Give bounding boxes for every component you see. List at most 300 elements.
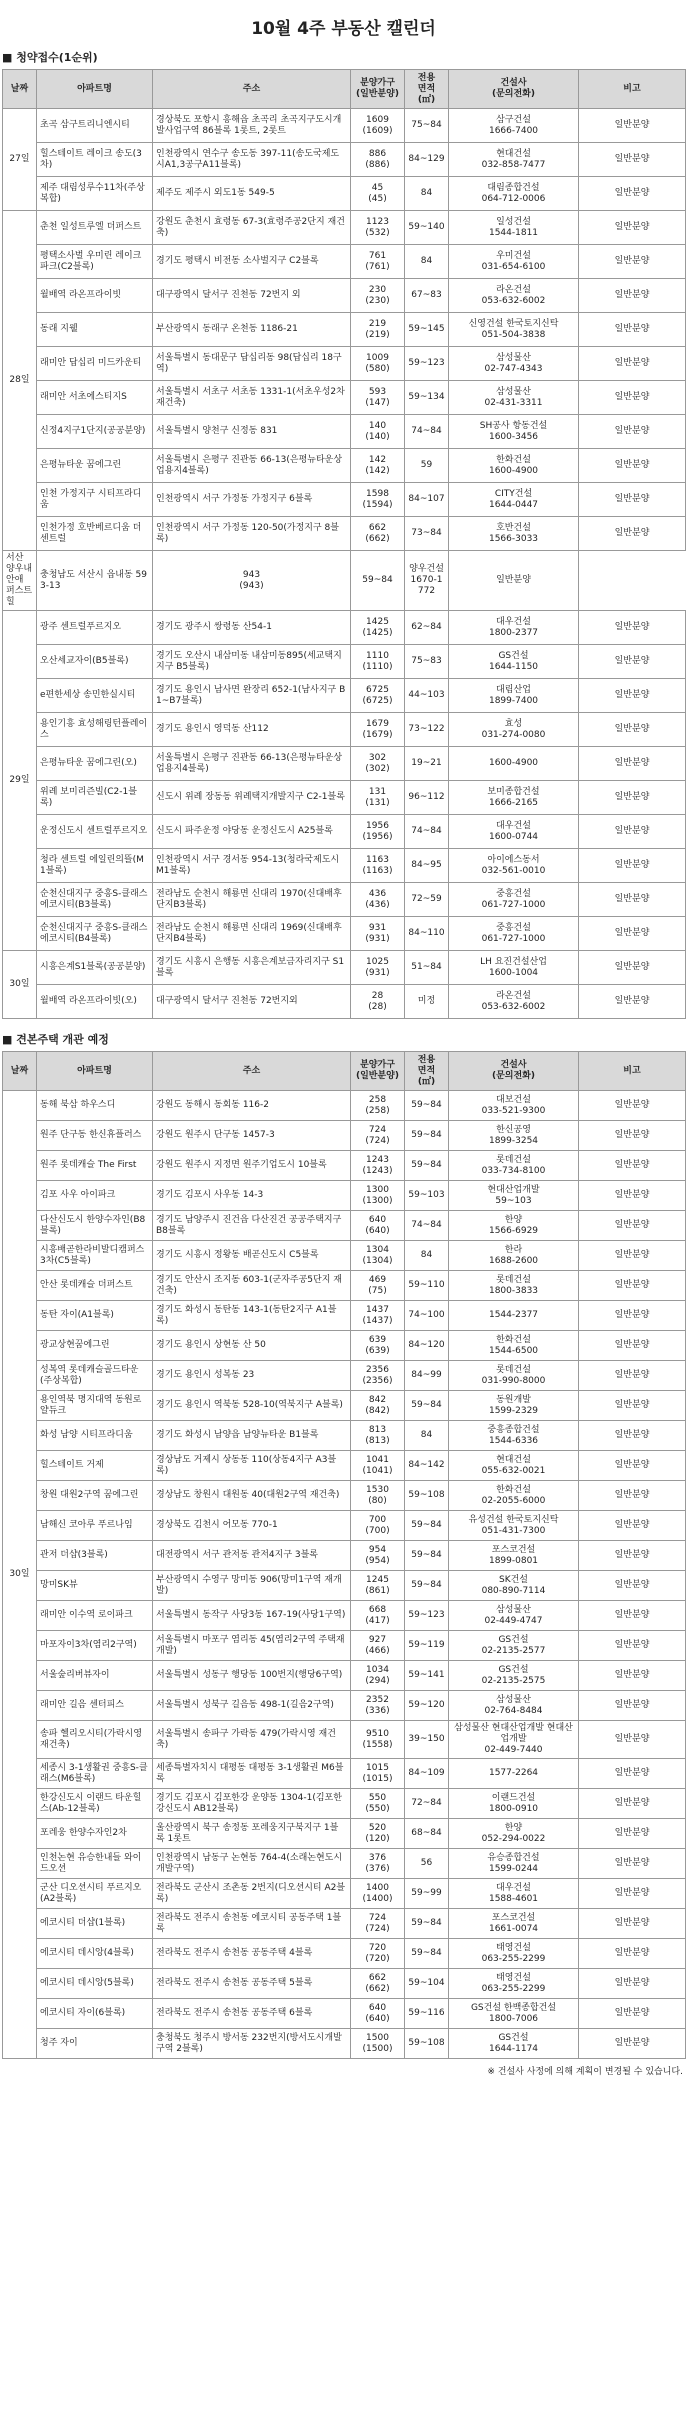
table-row — [3, 1691, 686, 1721]
table-row — [3, 679, 686, 713]
floor-area: 59~84 — [405, 1909, 449, 1939]
table-row — [3, 415, 686, 449]
floor-area: 59~84 — [405, 1391, 449, 1421]
remark: 일반분양 — [579, 1939, 686, 1969]
table-row — [3, 1721, 686, 1759]
apartment-name: 동래 지웰 — [37, 313, 153, 347]
builder-contact: 대보건설 033-521-9300 — [449, 1091, 579, 1121]
builder-contact: 중흥건설 061-727-1000 — [449, 883, 579, 917]
table-row — [3, 1541, 686, 1571]
builder-contact: 한양 1566-6929 — [449, 1211, 579, 1241]
unit-count: 45 (45) — [351, 177, 405, 211]
floor-area: 84 — [405, 1421, 449, 1451]
unit-count: 639 (639) — [351, 1331, 405, 1361]
table-row — [3, 381, 686, 415]
table-row — [3, 645, 686, 679]
remark: 일반분양 — [579, 1571, 686, 1601]
address: 강원도 원주시 단구동 1457-3 — [153, 1121, 351, 1151]
table-row — [3, 483, 686, 517]
address: 경기도 용인시 영덕동 산112 — [153, 713, 351, 747]
unit-count: 593 (147) — [351, 381, 405, 415]
apartment-name: 안산 롯데캐슬 더퍼스트 — [37, 1271, 153, 1301]
unit-count: 813 (813) — [351, 1421, 405, 1451]
address: 서울특별시 양천구 신정동 831 — [153, 415, 351, 449]
floor-area: 59~123 — [405, 347, 449, 381]
address: 경상북도 포항시 흥해읍 초곡리 초곡지구도시개발사업구역 86블록 1롯트, 2롯트 — [153, 109, 351, 143]
apartment-name: 래미안 서초에스티지S — [37, 381, 153, 415]
apartment-name: 마포자이3차(염리2구역) — [37, 1631, 153, 1661]
table-row — [3, 1879, 686, 1909]
table-row — [3, 1211, 686, 1241]
remark: 일반분양 — [579, 645, 686, 679]
table-row — [3, 1361, 686, 1391]
remark: 일반분양 — [579, 1181, 686, 1211]
remark: 일반분양 — [579, 747, 686, 781]
unit-count: 550 (550) — [351, 1789, 405, 1819]
table-row — [3, 985, 686, 1019]
floor-area: 미정 — [405, 985, 449, 1019]
builder-contact: 한양 052-294-0022 — [449, 1819, 579, 1849]
apartment-name: 오산세교자이(B5블록) — [37, 645, 153, 679]
apartment-name: 군산 디오션시티 푸르지오(A2블록) — [37, 1879, 153, 1909]
unit-count: 1598 (1594) — [351, 483, 405, 517]
table-row — [3, 1421, 686, 1451]
remark: 일반분양 — [579, 1121, 686, 1151]
address: 인천광역시 서구 경서동 954-13(청라국제도시 M1블록) — [153, 849, 351, 883]
builder-contact: 아이에스동서 032-561-0010 — [449, 849, 579, 883]
remark: 일반분양 — [579, 917, 686, 951]
address: 대전광역시 서구 관저동 관저4지구 3블록 — [153, 1541, 351, 1571]
unit-count: 1500 (1500) — [351, 2029, 405, 2059]
column-header: 건설사 (문의전화) — [449, 1052, 579, 1091]
apartment-name: 창원 대원2구역 꿈에그린 — [37, 1481, 153, 1511]
apartment-name: 용인역북 명지대역 동원로얄듀크 — [37, 1391, 153, 1421]
builder-contact: 태영건설 063-255-2299 — [449, 1969, 579, 1999]
builder-contact: GS건설 02-2135-2577 — [449, 1631, 579, 1661]
address: 서울특별시 성북구 길음동 498-1(길음2구역) — [153, 1691, 351, 1721]
builder-contact: 한화건설 1544-6500 — [449, 1331, 579, 1361]
table-row — [3, 1451, 686, 1481]
remark: 일반분양 — [579, 1879, 686, 1909]
address: 전라북도 전주시 송천동 에코시티 공동주택 1블록 — [153, 1909, 351, 1939]
remark: 일반분양 — [579, 1301, 686, 1331]
unit-count: 2352 (336) — [351, 1691, 405, 1721]
builder-contact: CITY건설 1644-0447 — [449, 483, 579, 517]
apartment-name: 서울숲리버뷰자이 — [37, 1661, 153, 1691]
table-row — [3, 1909, 686, 1939]
apartment-name: 원주 롯데캐슬 The First — [37, 1151, 153, 1181]
apartment-name: 세종시 3-1생활권 중흥S-클래스(M6블록) — [37, 1759, 153, 1789]
remark: 일반분양 — [579, 1789, 686, 1819]
apartment-name: 동탄 자이(A1블록) — [37, 1301, 153, 1331]
floor-area: 59~84 — [351, 551, 405, 611]
table-row — [3, 713, 686, 747]
apartment-name: 래미안 이수역 로이파크 — [37, 1601, 153, 1631]
unit-count: 662 (662) — [351, 517, 405, 551]
model-house-table — [2, 1051, 686, 2059]
table-row — [3, 1759, 686, 1789]
builder-contact: 중흥건설 061-727-1000 — [449, 917, 579, 951]
floor-area: 59~141 — [405, 1661, 449, 1691]
builder-contact: GS건설 한백종합건설 1800-7006 — [449, 1999, 579, 2029]
section-subscription-heading: ■ 청약접수(1순위) — [2, 51, 98, 64]
table-row — [3, 1601, 686, 1631]
unit-count: 1425 (1425) — [351, 611, 405, 645]
address: 충청남도 서산시 읍내동 593-13 — [37, 551, 153, 611]
builder-contact: SK건설 080-890-7114 — [449, 1571, 579, 1601]
table-row — [3, 143, 686, 177]
builder-contact: SH공사 항동건설 1600-3456 — [449, 415, 579, 449]
unit-count: 9510 (1558) — [351, 1721, 405, 1759]
floor-area: 59~123 — [405, 1601, 449, 1631]
table-row — [3, 747, 686, 781]
apartment-name: 인천논현 유승한내들 와이드오션 — [37, 1849, 153, 1879]
table-row — [3, 1181, 686, 1211]
floor-area: 59~103 — [405, 1181, 449, 1211]
apartment-name: 송파 헬리오시티(가락시영재건축) — [37, 1721, 153, 1759]
footnote: ※ 건설사 사정에 의해 계획이 변경될 수 있습니다. — [487, 2067, 683, 2077]
table-row — [3, 211, 686, 245]
builder-contact: 한화건설 02-2055-6000 — [449, 1481, 579, 1511]
builder-contact: 한신공영 1899-3254 — [449, 1121, 579, 1151]
floor-area: 68~84 — [405, 1819, 449, 1849]
address: 서울특별시 성동구 행당동 100번지(행당6구역) — [153, 1661, 351, 1691]
address: 경기도 용인시 성복동 23 — [153, 1361, 351, 1391]
floor-area: 72~84 — [405, 1789, 449, 1819]
address: 신도시 위례 장동동 위례택지개발지구 C2-1블록 — [153, 781, 351, 815]
page-title: 10월 4주 부동산 캘린더 — [251, 19, 436, 39]
unit-count: 927 (466) — [351, 1631, 405, 1661]
address: 강원도 원주시 지정면 원주기업도시 10블록 — [153, 1151, 351, 1181]
floor-area: 59~84 — [405, 1151, 449, 1181]
floor-area: 59~119 — [405, 1631, 449, 1661]
unit-count: 720 (720) — [351, 1939, 405, 1969]
remark: 일반분양 — [579, 1721, 686, 1759]
floor-area: 84 — [405, 1241, 449, 1271]
unit-count: 931 (931) — [351, 917, 405, 951]
apartment-name: 제주 대림성루수11차(주상복합) — [37, 177, 153, 211]
date-cell: 27일 — [3, 109, 37, 211]
unit-count: 1110 (1110) — [351, 645, 405, 679]
remark: 일반분양 — [579, 985, 686, 1019]
floor-area: 84~99 — [405, 1361, 449, 1391]
address: 서울특별시 송파구 가락동 479(가락시영 재건축) — [153, 1721, 351, 1759]
address: 전라북도 전주시 송천동 공동주택 5블록 — [153, 1969, 351, 1999]
unit-count: 1041 (1041) — [351, 1451, 405, 1481]
floor-area: 75~84 — [405, 109, 449, 143]
unit-count: 954 (954) — [351, 1541, 405, 1571]
apartment-name: 원주 단구동 한신휴플러스 — [37, 1121, 153, 1151]
builder-contact: 삼구건설 1666-7400 — [449, 109, 579, 143]
apartment-name: 운정신도시 센트럴푸르지오 — [37, 815, 153, 849]
builder-contact: 태영건설 063-255-2299 — [449, 1939, 579, 1969]
apartment-name: 에코시티 데시앙(5블록) — [37, 1969, 153, 1999]
table-row — [3, 313, 686, 347]
apartment-name: 관저 더샵(3블록) — [37, 1541, 153, 1571]
apartment-name: 평택소사벌 우미린 레이크파크(C2블록) — [37, 245, 153, 279]
remark: 일반분양 — [579, 951, 686, 985]
floor-area: 74~84 — [405, 415, 449, 449]
floor-area: 84~129 — [405, 143, 449, 177]
table-header-row — [3, 70, 686, 109]
table-row — [3, 517, 686, 551]
remark: 일반분양 — [579, 449, 686, 483]
address: 경상북도 김천시 어모동 770-1 — [153, 1511, 351, 1541]
address: 대구광역시 달서구 진천동 72번지외 — [153, 985, 351, 1019]
floor-area: 59 — [405, 449, 449, 483]
column-header: 건설사 (문의전화) — [449, 70, 579, 109]
section-model-house-heading: ■ 견본주택 개관 예정 — [2, 1033, 109, 1046]
remark: 일반분양 — [579, 1691, 686, 1721]
remark: 일반분양 — [579, 347, 686, 381]
apartment-name: 순천신대지구 중흥S-클래스에코시티(B4블록) — [37, 917, 153, 951]
table-row — [3, 245, 686, 279]
table-row — [3, 109, 686, 143]
table-row — [3, 449, 686, 483]
unit-count: 1025 (931) — [351, 951, 405, 985]
floor-area: 75~83 — [405, 645, 449, 679]
floor-area: 59~84 — [405, 1091, 449, 1121]
unit-count: 258 (258) — [351, 1091, 405, 1121]
unit-count: 1163 (1163) — [351, 849, 405, 883]
unit-count: 131 (131) — [351, 781, 405, 815]
floor-area: 59~84 — [405, 1121, 449, 1151]
unit-count: 1123 (532) — [351, 211, 405, 245]
unit-count: 700 (700) — [351, 1511, 405, 1541]
apartment-name: 순천신대지구 중흥S-클래스에코시티(B3블록) — [37, 883, 153, 917]
address: 전라북도 전주시 송천동 공동주택 4블록 — [153, 1939, 351, 1969]
floor-area: 59~84 — [405, 1541, 449, 1571]
remark: 일반분양 — [579, 611, 686, 645]
unit-count: 662 (662) — [351, 1969, 405, 1999]
floor-area: 51~84 — [405, 951, 449, 985]
table-row — [3, 1511, 686, 1541]
column-header: 주소 — [153, 70, 351, 109]
apartment-name: 광주 센트럴푸르지오 — [37, 611, 153, 645]
address: 경기도 용인시 상현동 산 50 — [153, 1331, 351, 1361]
apartment-name: 남해신 코아루 푸르나임 — [37, 1511, 153, 1541]
remark: 일반분양 — [579, 517, 686, 551]
table-row — [3, 1571, 686, 1601]
apartment-name: 시흥배곧한라비발디캠퍼스3차(C5블록) — [37, 1241, 153, 1271]
remark: 일반분양 — [579, 109, 686, 143]
address: 경기도 용인시 남사면 완장리 652-1(남사지구 B1~B7블록) — [153, 679, 351, 713]
apartment-name: 월배역 라온프라이빗(오) — [37, 985, 153, 1019]
table-row — [3, 1999, 686, 2029]
unit-count: 1679 (1679) — [351, 713, 405, 747]
floor-area: 73~84 — [405, 517, 449, 551]
remark: 일반분양 — [579, 483, 686, 517]
builder-contact: 라온건설 053-632-6002 — [449, 985, 579, 1019]
address: 울산광역시 북구 송정동 포레웅지구북지구 1블록 1롯트 — [153, 1819, 351, 1849]
apartment-name: 래미안 답십리 미드카운티 — [37, 347, 153, 381]
builder-contact: 보미종합건설 1666-2165 — [449, 781, 579, 815]
floor-area: 74~84 — [405, 1211, 449, 1241]
apartment-name: 에코시티 더샵(1블록) — [37, 1909, 153, 1939]
remark: 일반분양 — [579, 1759, 686, 1789]
address: 경기도 시흥시 정왕동 배곧신도시 C5블록 — [153, 1241, 351, 1271]
builder-contact: 1544-2377 — [449, 1301, 579, 1331]
builder-contact: 롯데건설 031-990-8000 — [449, 1361, 579, 1391]
apartment-name: 초곡 삼구트리니엔시티 — [37, 109, 153, 143]
table-row — [3, 1481, 686, 1511]
builder-contact: 한라 1688-2600 — [449, 1241, 579, 1271]
address: 경기도 김포시 김포한강 운양동 1304-1(김포한강신도시 AB12블록) — [153, 1789, 351, 1819]
remark: 일반분양 — [579, 1849, 686, 1879]
floor-area: 84~120 — [405, 1331, 449, 1361]
builder-contact: 삼성물산 02-449-4747 — [449, 1601, 579, 1631]
unit-count: 1245 (861) — [351, 1571, 405, 1601]
builder-contact: 중흥종합건설 1544-6336 — [449, 1421, 579, 1451]
column-header: 전용 면적 (㎡) — [405, 1052, 449, 1091]
remark: 일반분양 — [579, 883, 686, 917]
floor-area: 59~108 — [405, 2029, 449, 2059]
table-row — [3, 279, 686, 313]
remark: 일반분양 — [579, 1631, 686, 1661]
address: 서울특별시 은평구 진관동 66-13(은평뉴타운상업용지4블록) — [153, 449, 351, 483]
remark: 일반분양 — [579, 815, 686, 849]
remark: 일반분양 — [579, 1909, 686, 1939]
unit-count: 302 (302) — [351, 747, 405, 781]
floor-area: 67~83 — [405, 279, 449, 313]
builder-contact: GS건설 02-2135-2575 — [449, 1661, 579, 1691]
address: 인천광역시 연수구 송도동 397-11(송도국제도시A1,3공구A11블록) — [153, 143, 351, 177]
table-row — [3, 551, 686, 611]
remark: 일반분양 — [579, 1271, 686, 1301]
floor-area: 19~21 — [405, 747, 449, 781]
column-header: 분양가구 (일반분양) — [351, 1052, 405, 1091]
floor-area: 62~84 — [405, 611, 449, 645]
floor-area: 84 — [405, 245, 449, 279]
date-cell: 28일 — [3, 211, 37, 551]
builder-contact: 삼성물산 02-747-4343 — [449, 347, 579, 381]
column-header: 아파트명 — [37, 1052, 153, 1091]
floor-area: 59~104 — [405, 1969, 449, 1999]
table-row — [3, 1241, 686, 1271]
address: 신도시 파주운정 야당동 운정신도시 A25블록 — [153, 815, 351, 849]
floor-area: 44~103 — [405, 679, 449, 713]
builder-contact: 유승종합건설 1599-0244 — [449, 1849, 579, 1879]
apartment-name: 김포 사우 아이파크 — [37, 1181, 153, 1211]
apartment-name: 다산신도시 한양수자인(B8블록) — [37, 1211, 153, 1241]
floor-area: 59~99 — [405, 1879, 449, 1909]
floor-area: 96~112 — [405, 781, 449, 815]
remark: 일반분양 — [579, 381, 686, 415]
table-row — [3, 781, 686, 815]
table-row — [3, 177, 686, 211]
apartment-name: 한강신도시 이랜드 타운힐스(Ab-12블록) — [37, 1789, 153, 1819]
builder-contact: 1600-4900 — [449, 747, 579, 781]
table-row — [3, 1121, 686, 1151]
table-row — [3, 347, 686, 381]
floor-area: 84~109 — [405, 1759, 449, 1789]
table-row — [3, 1939, 686, 1969]
remark: 일반분양 — [579, 1091, 686, 1121]
table-row — [3, 815, 686, 849]
remark: 일반분양 — [579, 313, 686, 347]
floor-area: 56 — [405, 1849, 449, 1879]
remark: 일반분양 — [449, 551, 579, 611]
builder-contact: 삼성물산 02-764-8484 — [449, 1691, 579, 1721]
builder-contact: GS건설 1644-1174 — [449, 2029, 579, 2059]
builder-contact: 일성건설 1544-1811 — [449, 211, 579, 245]
column-header: 날짜 — [3, 70, 37, 109]
apartment-name: 은평뉴타운 꿈에그린(오) — [37, 747, 153, 781]
remark: 일반분양 — [579, 1511, 686, 1541]
remark: 일반분양 — [579, 177, 686, 211]
unit-count: 1609 (1609) — [351, 109, 405, 143]
floor-area: 59~84 — [405, 1939, 449, 1969]
apartment-name: 에코시티 데시앙(4블록) — [37, 1939, 153, 1969]
unit-count: 724 (724) — [351, 1909, 405, 1939]
unit-count: 668 (417) — [351, 1601, 405, 1631]
date-cell: 29일 — [3, 611, 37, 951]
floor-area: 59~116 — [405, 1999, 449, 2029]
floor-area: 84~107 — [405, 483, 449, 517]
address: 인천광역시 서구 가정동 가정지구 6블록 — [153, 483, 351, 517]
unit-count: 1300 (1300) — [351, 1181, 405, 1211]
unit-count: 520 (120) — [351, 1819, 405, 1849]
date-cell: 30일 — [3, 1091, 37, 2059]
address: 경상남도 거제시 상동동 110(상동4지구 A3블록) — [153, 1451, 351, 1481]
builder-contact: 현대건설 055-632-0021 — [449, 1451, 579, 1481]
apartment-name: 포레웅 한양수자인2차 — [37, 1819, 153, 1849]
builder-contact: GS건설 1644-1150 — [449, 645, 579, 679]
builder-contact: 포스코건설 1899-0801 — [449, 1541, 579, 1571]
address: 경기도 광주시 쌍령동 산54-1 — [153, 611, 351, 645]
apartment-name: 신정4지구1단지(공공분양) — [37, 415, 153, 449]
remark: 일반분양 — [579, 1999, 686, 2029]
address: 전라남도 순천시 해룡면 신대리 1969(신대배후단지B4블록) — [153, 917, 351, 951]
apartment-name: e편한세상 송민한실시티 — [37, 679, 153, 713]
unit-count: 1530 (80) — [351, 1481, 405, 1511]
table-row — [3, 1849, 686, 1879]
remark: 일반분양 — [579, 1211, 686, 1241]
table-row — [3, 1331, 686, 1361]
column-header: 주소 — [153, 1052, 351, 1091]
apartment-name: 힐스테이트 거제 — [37, 1451, 153, 1481]
apartment-name: 월배역 라온프라이빗 — [37, 279, 153, 313]
table-row — [3, 917, 686, 951]
floor-area: 39~150 — [405, 1721, 449, 1759]
remark: 일반분양 — [579, 1421, 686, 1451]
column-header: 비고 — [579, 70, 686, 109]
unit-count: 1243 (1243) — [351, 1151, 405, 1181]
address: 인천광역시 남동구 논현동 764-4(소래논현도시개발구역) — [153, 1849, 351, 1879]
column-header: 전용 면적 (㎡) — [405, 70, 449, 109]
table-row — [3, 1151, 686, 1181]
address: 경기도 평택시 비전동 소사벌지구 C2블록 — [153, 245, 351, 279]
remark: 일반분양 — [579, 781, 686, 815]
apartment-name: 성복역 롯데캐슬골드타운(주상복합) — [37, 1361, 153, 1391]
unit-count: 6725 (6725) — [351, 679, 405, 713]
apartment-name: 인천가정 호반베르디움 더센트럴 — [37, 517, 153, 551]
remark: 일반분양 — [579, 245, 686, 279]
apartment-name: 힐스테이트 레이크 송도(3차) — [37, 143, 153, 177]
builder-contact: 포스코건설 1661-0074 — [449, 1909, 579, 1939]
address: 제주도 제주시 외도1동 549-5 — [153, 177, 351, 211]
column-header: 날짜 — [3, 1052, 37, 1091]
floor-area: 84~95 — [405, 849, 449, 883]
unit-count: 1400 (1400) — [351, 1879, 405, 1909]
builder-contact: 이랜드건설 1800-0910 — [449, 1789, 579, 1819]
address: 경기도 화성시 남양읍 남양뉴타운 B1블록 — [153, 1421, 351, 1451]
address: 서울특별시 동대문구 답십리동 98(답십리 18구역) — [153, 347, 351, 381]
remark: 일반분양 — [579, 279, 686, 313]
floor-area: 59~145 — [405, 313, 449, 347]
unit-count: 886 (886) — [351, 143, 405, 177]
table-row — [3, 1819, 686, 1849]
